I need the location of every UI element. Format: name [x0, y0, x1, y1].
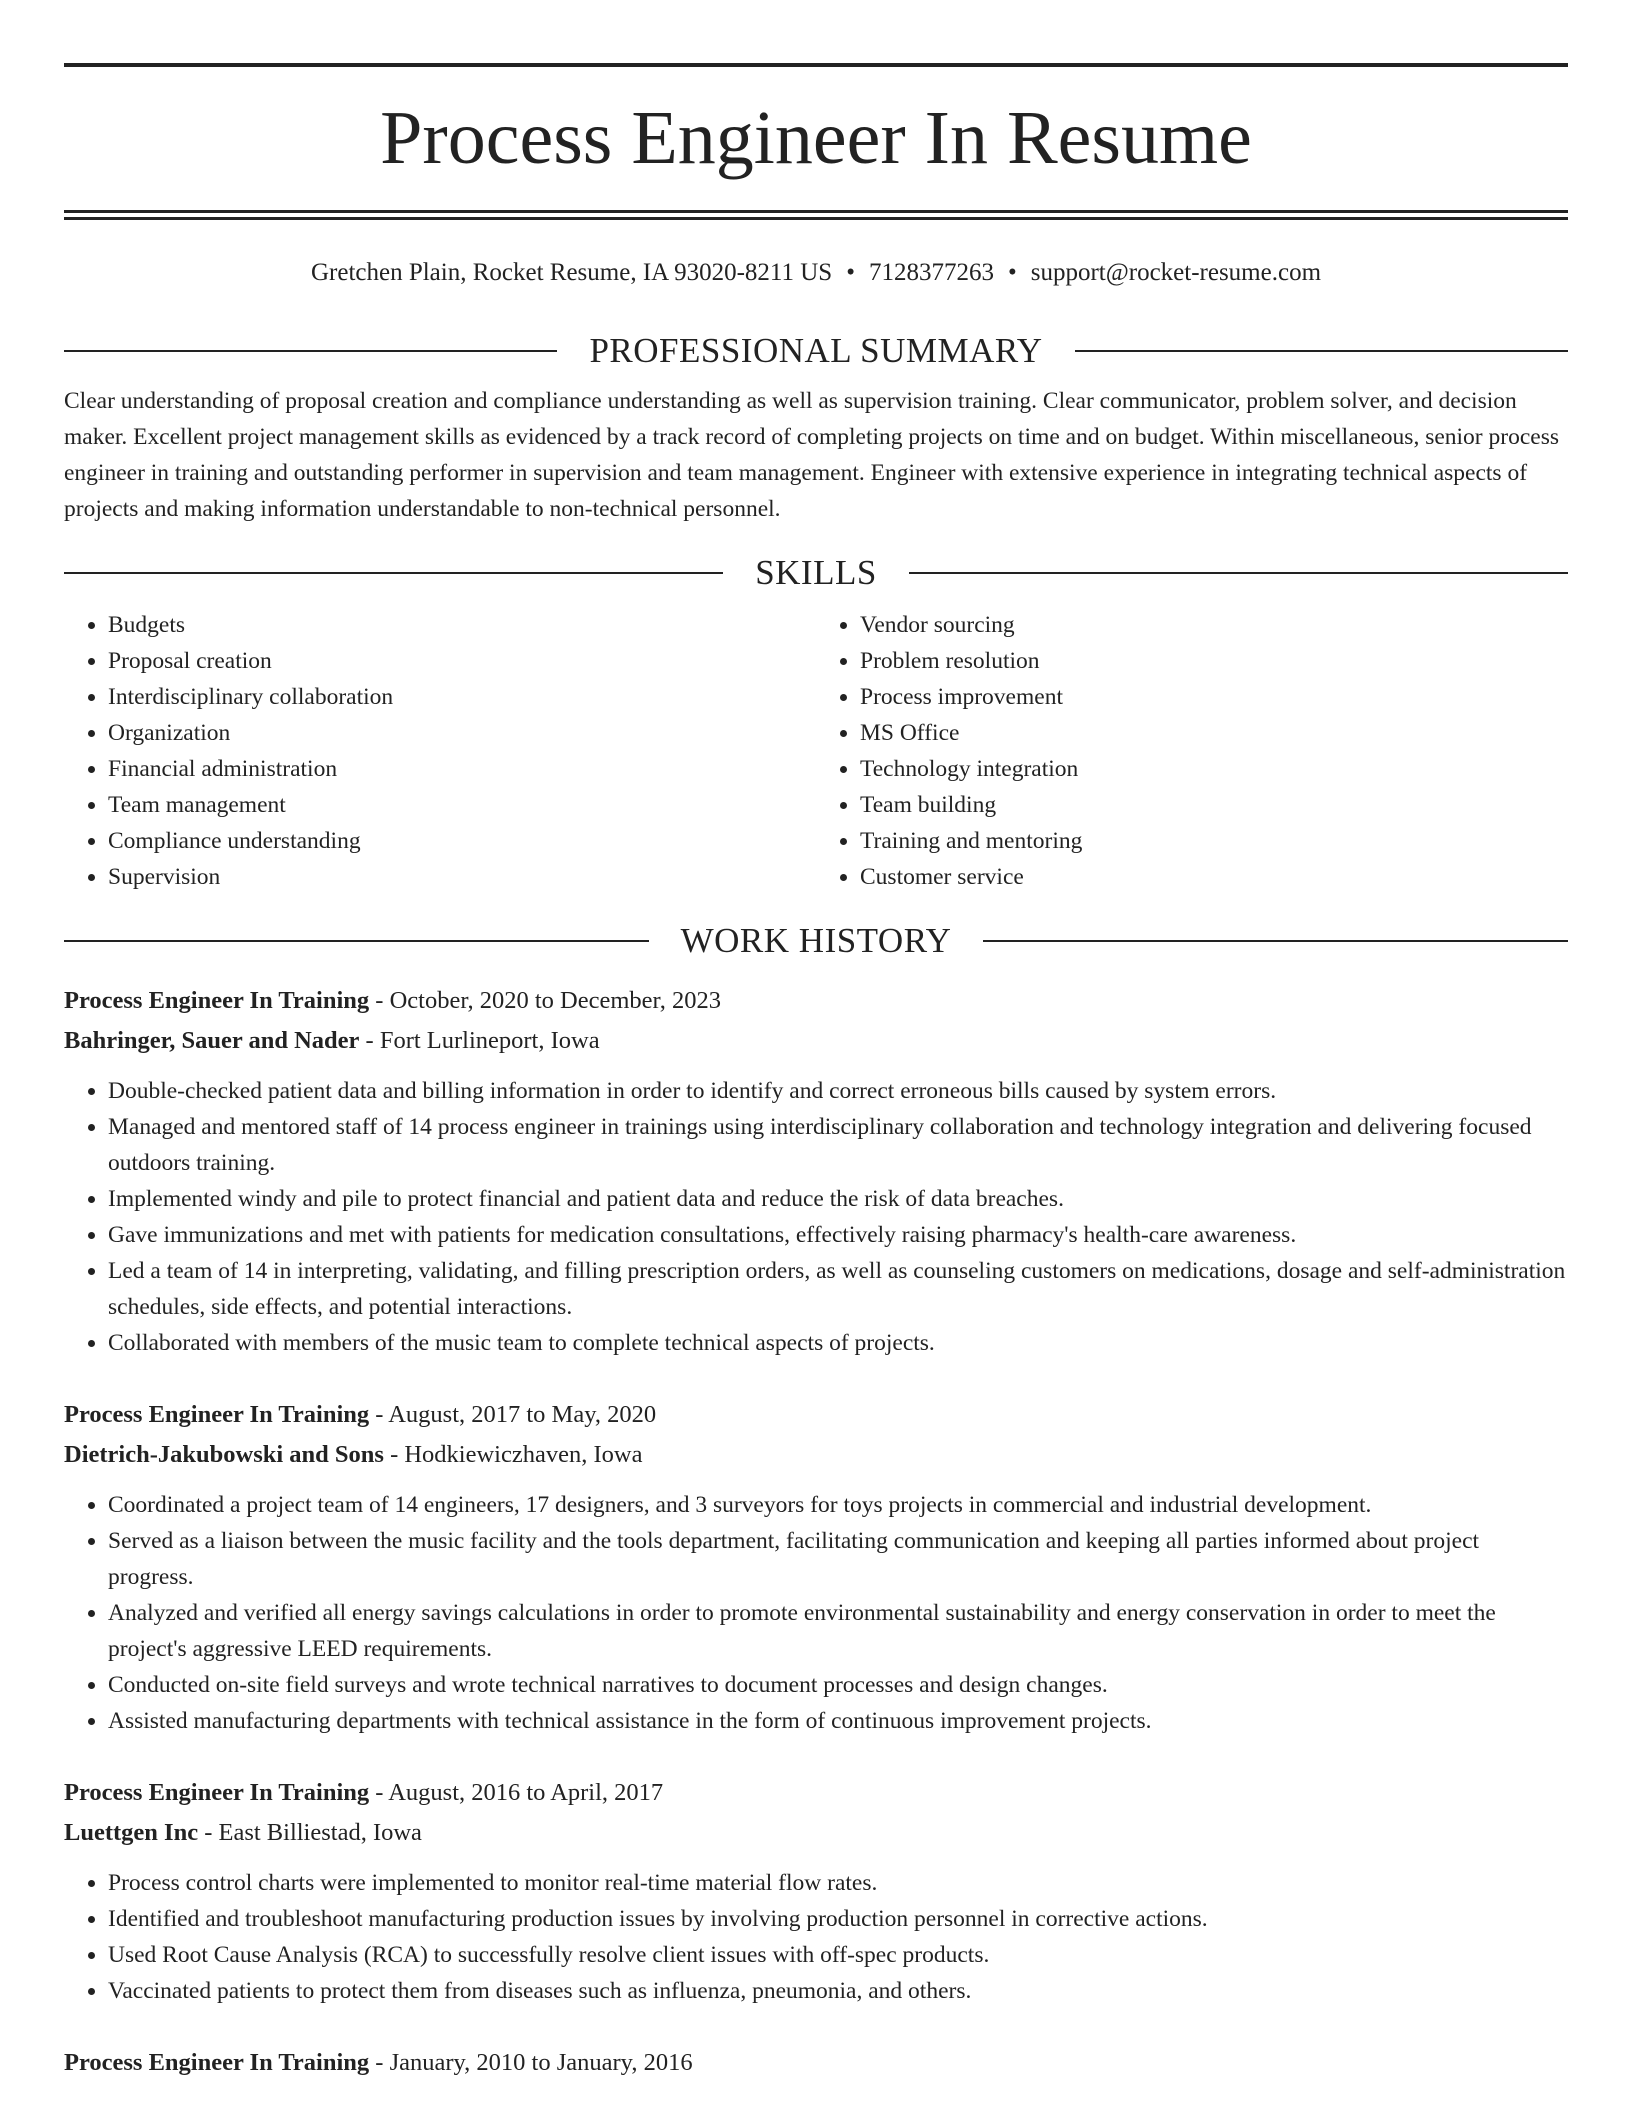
skill-item: • Proposal creation	[108, 643, 816, 679]
job-dates: - January, 2010 to January, 2016	[369, 2049, 693, 2076]
contact-phone: 7128377263	[868, 259, 994, 286]
heading-rule-left	[64, 350, 557, 352]
job-entry	[64, 1773, 1568, 2009]
job-bullets	[64, 1487, 1568, 1739]
skill-item: • Customer service	[860, 859, 1568, 895]
job-role-line	[64, 1773, 1568, 1813]
contact-separator: •	[1007, 259, 1017, 286]
skill-item: • Training and mentoring	[860, 823, 1568, 859]
skills-list	[64, 607, 1568, 895]
skill-item: • Team building	[860, 787, 1568, 823]
job-entry	[64, 2043, 1568, 2083]
skill-item: • Budgets	[108, 607, 816, 643]
job-location: - East Billiestad, Iowa	[198, 1819, 422, 1846]
job-bullet: • Identified and troubleshoot manufacturing production issues by involving production personnel in corrective actions.	[108, 1901, 1568, 1937]
heading-rule-left	[64, 572, 723, 574]
job-role: Process Engineer In Training	[64, 987, 370, 1014]
resume-title: Process Engineer In Resume	[380, 96, 1252, 180]
job-bullet: • Managed and mentored staff of 14 process engineer in trainings using interdisciplinary collaboration and technology integration and delivering focused outdoors training.	[108, 1109, 1568, 1181]
contact-separator: •	[846, 259, 855, 286]
skills-column-left	[64, 607, 816, 895]
job-bullet: • Coordinated a project team of 14 engineers, 17 designers, and 3 surveyors for toys projects in commercial and industrial development.	[108, 1487, 1568, 1523]
job-entry	[64, 981, 1568, 1361]
job-bullet: • Used Root Cause Analysis (RCA) to successfully resolve client issues with off-spec products.	[108, 1937, 1568, 1973]
job-bullet: • Conducted on-site field surveys and wrote technical narratives to document processes and design changes.	[108, 1667, 1568, 1703]
title-rule-upper	[64, 210, 1568, 213]
job-role: Process Engineer In Training	[64, 1401, 370, 1428]
job-company-line	[64, 1813, 1568, 1853]
job-bullet: • Implemented windy and pile to protect financial and patient data and reduce the risk of data breaches.	[108, 1181, 1568, 1217]
job-bullet: • Collaborated with members of the music team to complete technical aspects of projects.	[108, 1325, 1568, 1361]
skill-item: • Technology integration	[860, 751, 1568, 787]
heading-rule-right	[983, 940, 1568, 942]
top-rule	[64, 63, 1568, 67]
contact-line	[64, 257, 1568, 289]
summary-text: Clear understanding of proposal creation and compliance understanding as well as supervision training. Clear communicator, problem solver, and decision maker. Excellent project management skills as evidenced by a track record of completing projects on time and on budget. Within miscellaneous, senior process engineer in training and outstanding performer in supervision and team management. Engineer with extensive experience in integrating technical aspects of projects and making information understandable to non-technical personnel.	[64, 388, 1559, 522]
job-role: Process Engineer In Training	[64, 2049, 370, 2076]
resume-page	[64, 0, 1568, 2083]
job-role-line	[64, 1395, 1568, 1435]
job-bullet: • Vaccinated patients to protect them from diseases such as influenza, pneumonia, and others.	[108, 1973, 1568, 2009]
skills-column-right	[816, 607, 1568, 895]
job-role-line	[64, 2043, 1568, 2083]
skill-item: • Vendor sourcing	[860, 607, 1568, 643]
job-dates: - October, 2020 to December, 2023	[369, 987, 721, 1014]
heading-rule-right	[1075, 350, 1568, 352]
job-bullet: • Analyzed and verified all energy savings calculations in order to promote environmental sustainability and energy conservation in order to meet the project's aggressive LEED requirements.	[108, 1595, 1568, 1667]
job-entry	[64, 1395, 1568, 1739]
job-bullet: • Assisted manufacturing departments with technical assistance in the form of continuous improvement projects.	[108, 1703, 1568, 1739]
skill-item: • Financial administration	[108, 751, 816, 787]
heading-rule-left	[64, 940, 649, 942]
job-bullet: • Double-checked patient data and billing information in order to identify and correct erroneous bills caused by system errors.	[108, 1073, 1568, 1109]
job-company-line	[64, 1435, 1568, 1475]
skill-item: • Process improvement	[860, 679, 1568, 715]
job-location: - Hodkiewiczhaven, Iowa	[383, 1441, 643, 1468]
job-bullet: • Served as a liaison between the music facility and the tools department, facilitating communication and keeping all parties informed about project progress.	[108, 1523, 1568, 1595]
job-dates: - August, 2016 to April, 2017	[369, 1779, 664, 1806]
skills-title: SKILLS	[755, 553, 877, 592]
job-company: Luettgen Inc	[64, 1819, 199, 1846]
skill-item: • Interdisciplinary collaboration	[108, 679, 816, 715]
skill-item: • Organization	[108, 715, 816, 751]
summary-heading	[64, 329, 1568, 373]
job-bullet: • Process control charts were implemented to monitor real-time material flow rates.	[108, 1865, 1568, 1901]
job-bullet: • Led a team of 14 in interpreting, validating, and filling prescription orders, as well as counseling customers on medications, dosage and self-administration schedules, side effects, and potential interactions.	[108, 1253, 1568, 1325]
job-company: Dietrich-Jakubowski and Sons	[64, 1441, 384, 1468]
job-company-line	[64, 1021, 1568, 1061]
job-bullet: • Gave immunizations and met with patients for medication consultations, effectively raising pharmacy's health-care awareness.	[108, 1217, 1568, 1253]
heading-rule-right	[909, 572, 1568, 574]
contact-address: Gretchen Plain, Rocket Resume, IA 93020-8211 US	[310, 259, 833, 286]
contact-email: support@rocket-resume.com	[1030, 259, 1322, 286]
skill-item: • Supervision	[108, 859, 816, 895]
work-title: WORK HISTORY	[680, 921, 952, 960]
job-company: Bahringer, Sauer and Nader	[64, 1027, 360, 1054]
work-heading	[64, 919, 1568, 963]
job-dates: - August, 2017 to May, 2020	[369, 1401, 657, 1428]
title-rule-lower	[64, 217, 1568, 220]
skill-item: • Compliance understanding	[108, 823, 816, 859]
skills-heading	[64, 551, 1568, 595]
job-bullets	[64, 1073, 1568, 1361]
skill-item: • MS Office	[860, 715, 1568, 751]
skill-item: • Team management	[108, 787, 816, 823]
job-location: - Fort Lurlineport, Iowa	[359, 1027, 600, 1054]
skill-item: • Problem resolution	[860, 643, 1568, 679]
summary-title: PROFESSIONAL SUMMARY	[589, 331, 1043, 370]
job-role-line	[64, 981, 1568, 1021]
job-bullets	[64, 1865, 1568, 2009]
job-role: Process Engineer In Training	[64, 1779, 370, 1806]
